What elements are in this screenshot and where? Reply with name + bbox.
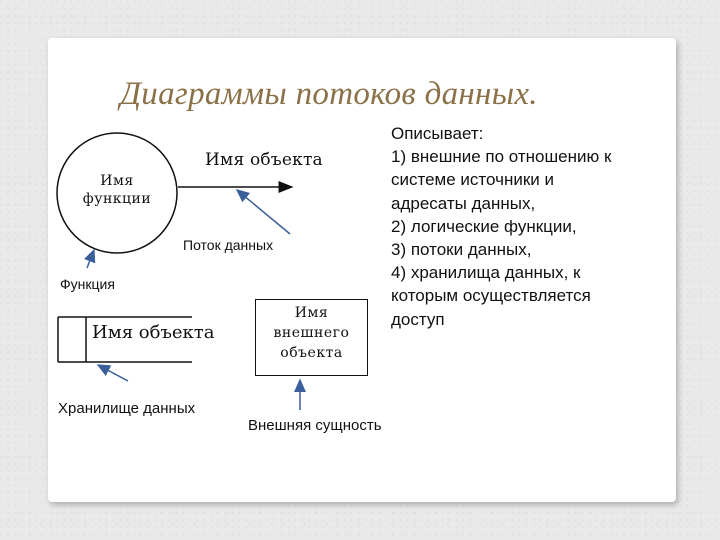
function-caption: Функция [60,276,115,292]
flow-pointer-arrow [237,190,290,234]
description-line: адресаты данных, [391,193,536,213]
flow-caption: Поток данных [183,237,274,253]
external-name-line3: объекта [280,345,343,361]
function-name-line2: функции [82,191,152,207]
description-line: 4) хранилища данных, к [391,263,581,283]
description-line: 1) внешние по отношению к [391,147,612,167]
flow-name: Имя объекта [205,150,323,170]
slide-title: Диаграммы потоков данных. [120,76,538,112]
external-name-line2: внешнего [273,325,350,341]
description-line: системе источники и [391,170,554,190]
description-line: доступ [391,309,445,329]
function-pointer-arrow [87,250,94,268]
external-name-line1: Имя [294,305,329,321]
description-text [391,122,681,331]
description-line: 3) потоки данных, [391,240,532,260]
store-caption: Хранилище данных [58,400,196,417]
store-name: Имя объекта [92,322,215,343]
description-line: которым осуществляется [391,286,591,306]
description-line: 2) логические функции, [391,216,577,236]
function-name [62,172,172,208]
description-line: Описывает: [391,124,484,143]
store-pointer-arrow [98,365,128,381]
external-entity-name [255,303,368,363]
function-name-line1: Имя [100,173,134,189]
external-caption: Внешняя сущность [248,417,382,434]
